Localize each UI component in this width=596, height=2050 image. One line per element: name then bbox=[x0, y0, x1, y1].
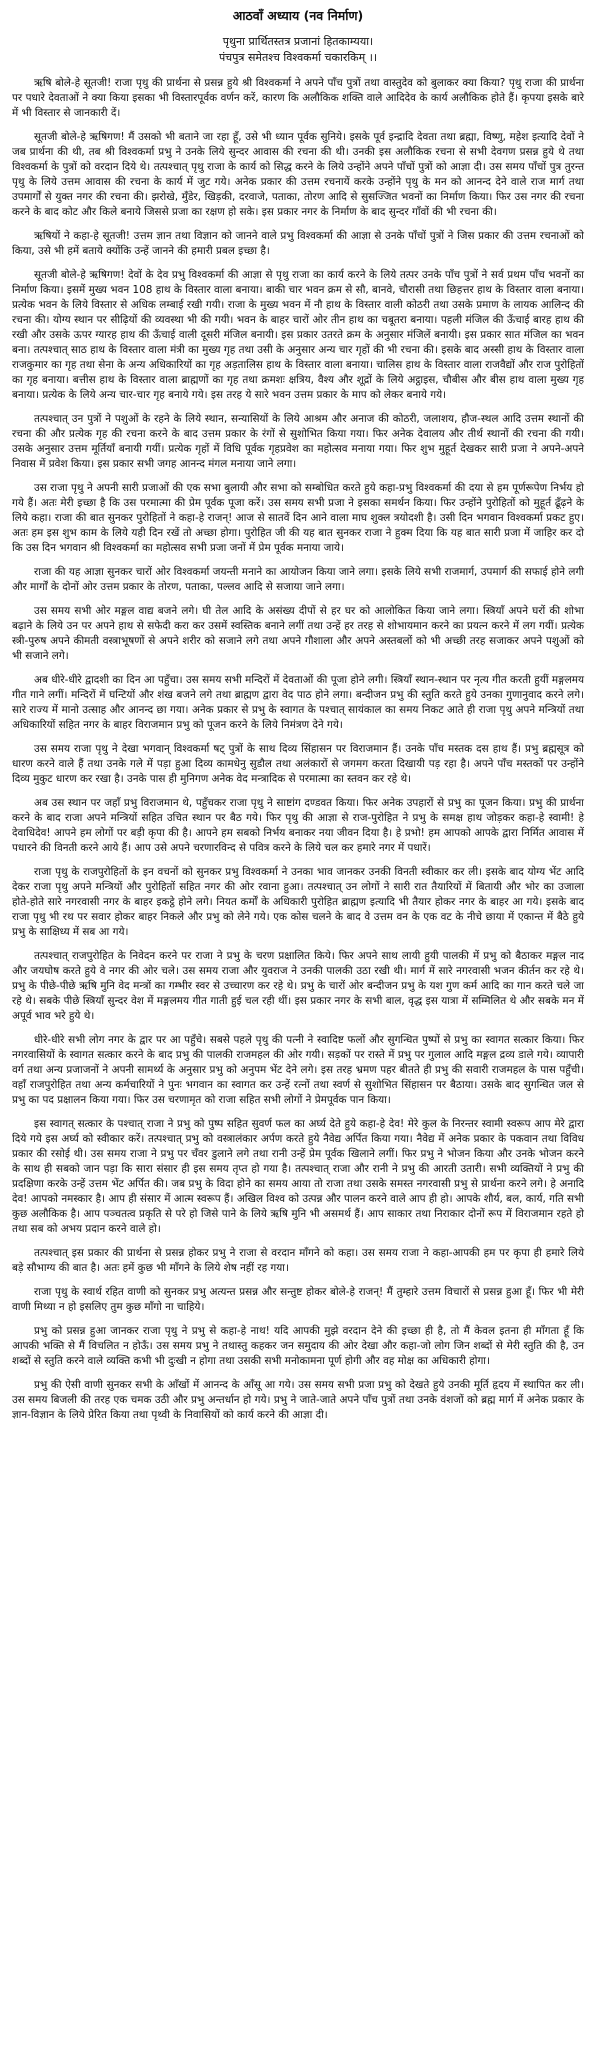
chapter-title: आठवाँ अध्याय (नव निर्माण) bbox=[232, 8, 364, 23]
verse-line: पंचपुत्र समेतश्च विश्वकर्मा चकारकिम् ।। bbox=[218, 51, 378, 64]
paragraph: तत्पश्चात् इस प्रकार की प्रार्थना से प्रसन्न होकर प्रभु ने राजा से वरदान माँगने को कहा। उस समय राजा ने कहा-आपकी हम पर कृपा ही हमारे लिये बड़े सौभाग्य की बात है। अतः हमें कुछ भी माँगने के लिये शेष नहीं रह गया। bbox=[12, 1247, 584, 1274]
paragraph: राजा पृथु के स्वार्थ रहित वाणी को सुनकर प्रभु अत्यन्त प्रसन्न और सन्तुष्ट होकर बोले-हे राजन्! मैं तुम्हारे उत्तम विचारों से प्रसन्न हुआ हूँ। फिर भी मेरी वाणी मिथ्या न हो इसलिए तुम कुछ माँगो ना चाहिये। bbox=[12, 1286, 584, 1313]
paragraph: अब धीरे-धीरे द्वादशी का दिन आ पहुँचा। उस समय सभी मन्दिरों में देवताओं की पूजा होने लगी। स्त्रियाँ स्थान-स्थान पर नृत्य गीत करती हुयीं मङ्गलमय गीत गाने लगीं। मन्दिरों में घन्टियों और शंख बजने लगे तथा ब्राह्मण द्वारा वेद पाठ होने लगा। बन्दीजन प्रभु की स्तुति करते हुये उनका गुणानुवाद करने लगे। सारे राज्य में मानो उत्साह और आनन्द छा गया। अनेक प्रकार से प्रभु के स्वागत के पश्चात् सायंकाल का समय निकट आते ही राजा पृथु अपने मन्त्रियों तथा अधिकारियों सहित नगर के बाहर विराजमान प्रभु को पूजन करने के लिये निमंत्रण देने गये। bbox=[12, 674, 584, 731]
paragraph: ऋषियों ने कहा-हे सूतजी! उत्तम ज्ञान तथा विज्ञान को जानने वाले प्रभु विश्वकर्मा की आज्ञा से उनके पाँचों पुत्रों ने जिस प्रकार की उत्तम रचनाओं को किया, उसे भी हमें बताये क्योंकि उन्हें जानने की हमारी प्रबल इच्छा है। bbox=[12, 230, 584, 257]
sanskrit-verse bbox=[12, 34, 584, 66]
paragraph: इस स्वागत् सत्कार के पश्चात् राजा ने प्रभु को पुष्प सहित सुवर्ण फल का अर्घ्य देते हुये कहा-हे देव! मेरे कुल के निरन्तर स्वामी स्वरूप आप मेरे द्वारा दिये गये इस अर्घ्य को स्वीकार करें। तत्पश्चात् प्रभु को वस्त्रालंकार अर्पण करते हुये नैवेद्य अर्पित किया गया। नैवेद्य में अनेक प्रकार के पकवान तथा विविध प्रकार की रसोई थी। उस समय राजा ने प्रभु पर चँवर डुलाने लगे तथा रानी उन्हें प्रेम पूर्वक खिलाने लगीं। फिर प्रभु ने भोजन किया और उनके भोजन करने के साथ ही सबको जान पड़ा कि सारा संसार ही इस समय तृप्त हो गया है। तत्पश्चात् राजा और रानी ने प्रभु की आरती उतारी। सभी व्यक्तियों ने प्रभु की प्रदक्षिणा करके उन्हें उत्तम भेंट अर्पित की। जब प्रभु के विदा होने का समय आया तो राजा तथा उसके समस्त नगरवासी प्रभु से प्रार्थना करने लगे। हे अनादि देव! आपको नमस्कार है। आप ही संसार में आत्म स्वरूप हैं। अखिल विश्व को उत्पन्न और पालन करने वाले आप ही हो। आपके शौर्य, बल, कार्य, गति सभी कुछ अलौकिक है। आप पञ्चतत्व प्रकृति से परे हो जिसे पाने के लिये ऋषि मुनि भी असमर्थ हैं। आप साकार तथा निराकार दोनों रूप में विराजमान रहते हो तथा सब को अभय प्रदान करने वाले हो। bbox=[12, 1118, 584, 1235]
paragraph: प्रभु की ऐसी वाणी सुनकर सभी के आँखों में आनन्द के आँसू आ गये। उस समय सभी प्रजा प्रभु को देखते हुये उनकी मूर्ति हृदय में स्थापित कर ली। उस समय बिजली की तरह एक चमक उठी और प्रभु अन्तर्धान हो गये। प्रभु ने जाते-जाते अपने पाँच पुत्रों तथा उनके वंशजों को ब्रह्म मार्ग में अनेक प्रकार के ज्ञान-विज्ञान के लिये प्रेरित किया तथा पृथ्वी के निवासियों को कार्य करने की आज्ञा दी। bbox=[12, 1379, 584, 1421]
paragraph: तत्पश्चात् उन पुत्रों ने पशुओं के रहने के लिये स्थान, सन्यासियों के लिये आश्रम और अनाज की कोठरी, जलाशय, हौज-स्थल आदि उत्तम स्थानों की रचना की और प्रत्येक गृह की रचना करने के बाद उत्तम प्रकार के रंगों से सुशोभित किया गया। फिर अनेक देवालय और तीर्थ स्थानों की रचना की गयी। उसके अनुसार उत्तम मूर्तियाँ बनायी गयीं। प्रत्येक गृहों में विधि पूर्वक गृहप्रवेश का महोत्सव मनाया गया। फिर शुभ मुहूर्त देखकर सारी प्रजा ने अपने-अपने निवास में प्रवेश किया। इस प्रकार सभी जगह आनन्द मंगल मनाया जाने लगा। bbox=[12, 413, 584, 470]
paragraph: राजा की यह आज्ञा सुनकर चारों ओर विश्वकर्मा जयन्ती मनाने का आयोजन किया जाने लगा। इसके लिये सभी राजमार्ग, उपमार्ग की सफाई होने लगी और मार्गों के दोनों ओर उत्तम प्रकार के तोरण, पताका, पल्लव आदि से सजाया जाने लगा। bbox=[12, 566, 584, 593]
paragraph: उस समय सभी ओर मङ्गल वाद्य बजने लगे। घी तेल आदि के असंख्य दीपों से हर घर को आलोकित किया जाने लगा। स्त्रियाँ अपने घरों की शोभा बढ़ाने के लिये उन पर अपने हाथ से सफेदी करा कर उसमें स्वस्तिक बनाने लगीं तथा उन्हें हर तरह से शोभायमान करने का प्रयत्न करने में लग गयीं। प्रत्येक स्त्री-पुरुष अपने कीमती वस्त्राभूषणों से अपने शरीर को सजाने लगे तथा अपने गौशाला और अपने अस्तबलों को भी अच्छी तरह सजाकर अपने पशुओं को भी सजाने लगे। bbox=[12, 605, 584, 662]
paragraph: सूतजी बोले-हे ऋषिगण! देवों के देव प्रभु विश्वकर्मा की आज्ञा से पृथु राजा का कार्य करने के लिये तत्पर उनके पाँच पुत्रों ने सर्व प्रथम पाँच भवनों का निर्माण किया। इसमें मुख्य भवन 108 हाथ के विस्तार वाला बनाया। बाकी चार भवन क्रम से सौ, बानवे, चौरासी तथा छिहत्तर हाथ के विस्तार वाला बनाया। प्रत्येक भवन के लिये विस्तार से अधिक लम्बाई रखी गयी। राजा के मुख्य भवन में नौ हाथ के विस्तार वाली कोठरी तथा उसके प्रमाण के लायक आलिन्द की रचना की। योग्य स्थान पर सीढ़ियों की व्यवस्था भी की गयी। भवन के बाहर चारों ओर तीन हाथ का चबूतरा बनाया। पहली मंजिल की ऊँचाई बारह हाथ की रखी और उसके ऊपर ग्यारह हाथ की ऊँचाई वाली दूसरी मंजिल बनायी। इस प्रकार उतरते क्रम के अनुसार मंजिलें बनायी। इस प्रकार सात मंजिल का भवन बना। तत्पश्चात् साठ हाथ के विस्तार वाला मंत्री का मुख्य गृह तथा उसी के अनुसार अन्य चार गृहों की भी रचना की। इसके बाद अस्सी हाथ के विस्तार वाला राजकुमार का गृह तथा सेना के अन्य अधिकारियों का गृह अड़तालिस हाथ के विस्तार वाला बनाया। चालिस हाथ के विस्तार वाला राजवैद्यों और राज पुरोहितों का गृह बनाया। बत्तीस हाथ के विस्तार वाला ब्राह्मणों का गृह तथा क्रमशः क्षत्रिय, वैश्य और शूद्रों के लिये अट्ठाइस, चौबीस और बीस हाथ वाला मुख्य गृह बनाया। प्रत्येक के लिये अन्य चार-चार गृह बनाये गये। इस तरह ये सारे भवन उत्तम प्रकार के माप को लेकर बनाये गये। bbox=[12, 269, 584, 401]
paragraph: धीरे-धीरे सभी लोग नगर के द्वार पर आ पहुँचे। सबसे पहले पृथु की पत्नी ने स्वादिष्ट फलों और सुगन्धित पुष्पों से प्रभु का स्वागत सत्कार किया। फिर नगरवासियों के स्वागत सत्कार करने के बाद प्रभु की पालकी राजमहल की ओर गयी। सड़कों पर रास्ते में प्रभु पर गुलाल आदि मङ्गल द्रव्य डाले गये। व्यापारी वर्ग तथा अन्य प्रजाजनों ने अपनी सामर्थ्य के अनुसार प्रभु को अनुपम भेंट देने लगे। इस तरह भ्रमण पहर बीतते ही प्रभु की सवारी राजमहल के पास पहुँची। वहाँ राजपुरोहित तथा अन्य कर्मचारियों ने पुनः भगवान का स्वागत कर उन्हें रत्नों तथा स्वर्ण से सुशोभित सिंहासन पर बैठाया। उसके बाद सुगन्धित जल से प्रभु का पद प्रक्षालन किया गया। फिर उस चरणामृत को राजा सहित सभी लोगों ने प्रेमपूर्वक पान किया। bbox=[12, 1034, 584, 1106]
paragraph: ऋषि बोले-हे सूतजी! राजा पृथु की प्रार्थना से प्रसन्न हुये श्री विश्वकर्मा ने अपने पाँच पुत्रों तथा वास्तुदेव को बुलाकर क्या किया? पृथु राजा की प्रार्थना पर पधारे देवताओं ने क्या किया इसका भी विस्तारपूर्वक वर्णन करें, कारण कि अलौकिक शक्ति वाले आदिदेव के कार्य अलौकिक होते हैं। कृपया इसके बारे में भी विस्तार से जानकारी दें। bbox=[12, 77, 584, 119]
paragraph: प्रभु को प्रसन्न हुआ जानकर राजा पृथु ने प्रभु से कहा-हे नाथ! यदि आपकी मुझे वरदान देने की इच्छा ही है, तो मैं केवल इतना ही माँगता हूँ कि आपकी भक्ति से मैं विचलित न होऊँ। उस समय प्रभु ने तथास्तु कहकर जन समुदाय की ओर देखा और कहा-जो लोग जिन शब्दों से मेरी स्तुति की है, उन शब्दों से स्तुति करने वाले व्यक्ति कभी भी दुःखी न होगा तथा उसकी सभी मनोकामना पूर्ण होगी और वह मोक्ष का अधिकारी होगा। bbox=[12, 1325, 584, 1367]
paragraph: राजा पृथु के राजपुरोहितों के इन वचनों को सुनकर प्रभु विश्वकर्मा ने उनका भाव जानकर उनकी विनती स्वीकार कर ली। इसके बाद योग्य भेंट आदि देकर राजा पृथु अपने मन्त्रियों और पुरोहितों सहित नगर की ओर रवाना हुआ। तत्पश्चात् उन लोगों ने सारी रात तैयारियों में बितायी और भोर का उजाला होते-होते सारे नगरवासी नगर के बाहर इकट्ठे होने लगे। नियत कर्मों के अधिकारी पुरोहित ब्राह्मण इत्यादि भी तैयार होकर नगर के बाहर आ गये। इसके बाद राजा पृथु भी रथ पर सवार होकर बाहर निकले और प्रभु को लेने गये। एक कोस चलने के बाद वे उत्तम वन के एक वट के नीचे छाया में एकान्त में बैठे हुये प्रभु के साक्षिध्य में सब आ गये। bbox=[12, 866, 584, 938]
paragraph: उस राजा पृथु ने अपनी सारी प्रजाओं की एक सभा बुलायी और सभा को सम्बोधित करते हुये कहा-प्रभु विश्वकर्मा की दया से हम पूर्णरूपेण निर्भय हो गये हैं। अतः मेरी इच्छा है कि उस परमात्मा की प्रेम पूर्वक पूजा करें। उस समय सभी प्रजा ने इसका समर्थन किया। फिर उन्होंने पुरोहितों को मुहूर्त ढूँढ़ने के लिये कहा। राजा की बात सुनकर पुरोहितों ने कहा-हे राजन्! आज से सातवें दिन आने वाला माघ शुक्ल त्रयोदशी है। उसी दिन भगवान विश्वकर्मा प्रकट हुए। अतः हम इस शुभ काम के लिये यही दिन रखें तो अच्छा होगा। पुरोहित जी की यह बात सुनकर राजा ने हुक्म दिया कि यह बात सारी प्रजा में जाहिर कर दो कि उस दिन भगवान श्री विश्वकर्मा का महोत्सव सभी प्रजा जनों में प्रेम पूर्वक मनाया जाये। bbox=[12, 482, 584, 554]
paragraph: तत्पश्चात् राजपुरोहित के निवेदन करने पर राजा ने प्रभु के चरण प्रक्षालित किये। फिर अपने साथ लायी हुयी पालकी में प्रभु को बैठाकर मङ्गल नाद और जयघोष करते हुये वे नगर की ओर चले। उस समय राजा और युवराज ने उनकी पालकी उठा रखी थी। मार्ग में सारे नगरवासी भजन कीर्तन कर रहे थे। प्रभु के पीछे-पीछे ऋषि मुनि वेद मन्त्रों का गम्भीर स्वर से उच्चारण कर रहे थे। प्रभु के चारों ओर बन्दीजन प्रभु के यश गुण कर्म आदि का गान करते चले जा रहे थे। सबके पीछे स्त्रियाँ सुन्दर वेश में मङ्गलमय गीत गाती हुई चल रही थीं। इस प्रकार नगर के सभी बाल, वृद्ध इस यात्रा में सम्मिलित थे और सबके मन में अपूर्व भाव भरे हुये थे। bbox=[12, 950, 584, 1022]
chapter-body bbox=[12, 76, 584, 1423]
paragraph: उस समय राजा पृथु ने देखा भगवान् विश्वकर्मा षट् पुत्रों के साथ दिव्य सिंहासन पर विराजमान हैं। उनके पाँच मस्तक दस हाथ हैं। प्रभु ब्रह्मसूत्र को धारण करने वाले हैं तथा उनके गले में पड़ा हुआ दिव्य कामधेनु सुडौल तथा अलंकारों से जगमग करता दिखायी पड़ रहा है। अपने पाँच मस्तकों पर उन्होंने दिव्य मुकुट धारण कर रखा है। उनके पास ही मुनिगण अनेक वेद मन्त्रादिक से परमात्मा का स्तवन कर रहे थे। bbox=[12, 743, 584, 785]
verse-line: पृथुना प्रार्थितस्तत्र प्रजानां हितकाम्यया। bbox=[222, 35, 374, 48]
paragraph: अब उस स्थान पर जहाँ प्रभु विराजमान थे, पहुँचकर राजा पृथु ने साष्टांग दण्डवत किया। फिर अनेक उपहारों से प्रभु का पूजन किया। प्रभु की प्रार्थना करने के बाद राजा अपने मन्त्रियों सहित उचित स्थान पर बैठ गये। फिर पृथु की आज्ञा से राज-पुरोहित ने प्रभु के समक्ष हाथ जोड़कर कहा-हे स्वामी! हे देवाधिदेव! आपने हम लोगों पर बड़ी कृपा की है। आपने हम सबको निर्भय बनाकर नया जीवन दिया है। हे प्रभो! हम आपको आपके द्वारा निर्मित आवास में पधारने की विनती करने आये हैं। आप उसे अपने चरणारविन्द से पवित्र करने के लिये चल कर हमारे नगर में पधारें। bbox=[12, 797, 584, 854]
paragraph: सूतजी बोले-हे ऋषिगण! मैं उसको भी बताने जा रहा हूँ, उसे भी ध्यान पूर्वक सुनिये। इसके पूर्व इन्द्रादि देवता तथा ब्रह्मा, विष्णु, महेश इत्यादि देवों ने जब प्रार्थना की थी, तब श्री विश्वकर्मा प्रभु ने उनके लिये सुन्दर आवास की रचना की थी। उनकी इस अलौकिक रचना से सभी देवगण प्रसन्न हुये थे तथा विश्वकर्मा के पुत्रों को वरदान दिये थे। तत्पश्चात् पृथु राजा के कार्य को सिद्ध करने के लिये उन्होंने अपने पाँचों पुत्रों को आज्ञा दी। उस समय पाँचों पुत्र तुरन्त पृथु के लिये उत्तम आवास की रचना के कार्य में जुट गये। अनेक प्रकार की उत्तम रचनायें करके उन्होंने पृथु के मन को आनन्द देने वाले राज मार्ग तथा उपमार्गों से युक्त नगर की रचना की। झरोखे, मुँडेर, खिड़की, दरवाजे, पताका, तोरण आदि से सुसज्जित भवनों का निर्माण किया। फिर उस नगर की रचना करने के बाद कोट और किले बनाये जिससे प्रजा का रक्षण हो सके। इस प्रकार नगर के निर्माण के बाद सुन्दर गाँवों की भी रचना की। bbox=[12, 131, 584, 218]
